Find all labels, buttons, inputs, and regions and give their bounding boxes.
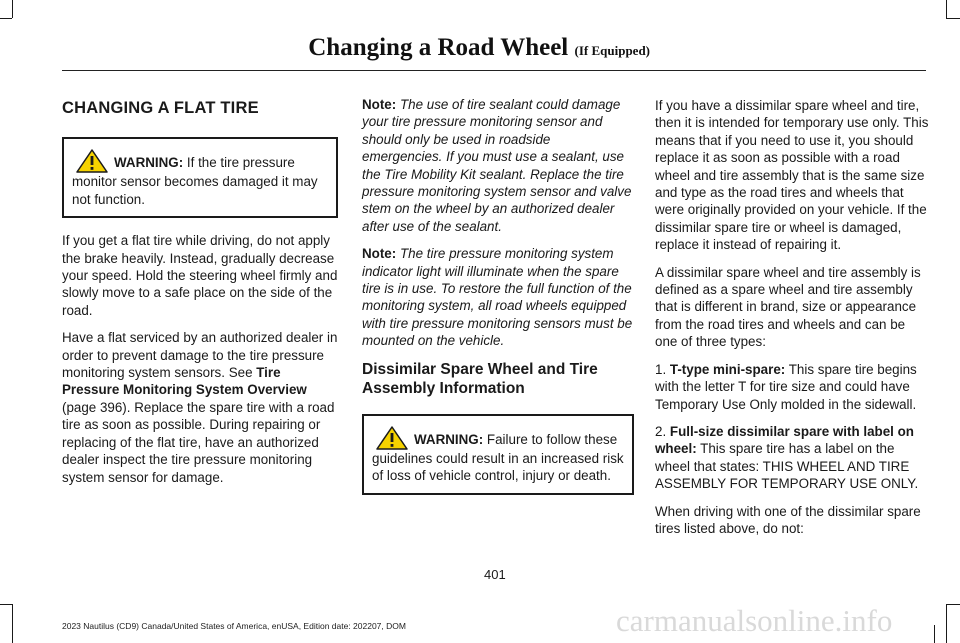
footer-edition-info: 2023 Nautilus (CD9) Canada/United States of America, enUSA, Edition date: 202207, DOM bbox=[62, 621, 406, 631]
note-label: Note: bbox=[362, 97, 397, 112]
warning-box-sensor bbox=[62, 137, 338, 218]
crop-mark-top-right-h bbox=[946, 18, 960, 19]
header-title-suffix: (If Equipped) bbox=[574, 43, 650, 58]
crop-mark-bottom-right-h bbox=[946, 604, 960, 605]
column-3 bbox=[655, 97, 930, 547]
warning-box-guidelines bbox=[362, 414, 634, 495]
crop-mark-bottom-left bbox=[12, 604, 13, 643]
warning-triangle-icon bbox=[76, 149, 108, 173]
crop-mark-bottom-mid bbox=[934, 625, 935, 643]
section-heading-dissimilar-spare: Dissimilar Spare Wheel and Tire Assembly Information bbox=[362, 360, 598, 397]
link-tpms-overview[interactable]: Tire Pressure Monitoring System Overview bbox=[62, 365, 307, 398]
list-item-label: T-type mini-spare: bbox=[669, 361, 786, 377]
warning-text: If the tire pressure monitor sensor becomes damaged it may not function. bbox=[72, 155, 318, 207]
list-number: 2. bbox=[655, 423, 667, 439]
column-1 bbox=[62, 96, 338, 496]
crop-mark-bottom-right bbox=[946, 604, 947, 643]
note-indicator bbox=[362, 245, 634, 349]
section-heading-flat-tire: CHANGING A FLAT TIRE bbox=[62, 99, 259, 117]
paragraph-dissimilar-temporary: If you have a dissimilar spare wheel and tire, then it is intended for temporary use only. This means that if you need to use it, you should replace it as soon as possible with a road wheel and tire assembly that is the same size and type as the road tires and wheels that were originally provided on your vehicle. If the dissimilar spare tire or wheel is damaged, replace it instead of repairing it. bbox=[655, 98, 929, 253]
paragraph-flat-service bbox=[62, 329, 338, 486]
column-2 bbox=[362, 96, 634, 509]
crop-mark-bottom-left-h bbox=[0, 604, 12, 605]
page-number: 401 bbox=[484, 567, 506, 582]
para-text-b: (page 396). Replace the spare tire with a road tire as soon as possible. During repairing or replacing of the flat tire, have an authorized dealer inspect the tire pressure monitoring system sensor for damage. bbox=[62, 399, 335, 485]
list-item-text: This spare tire has a label on the wheel that states: THIS WHEEL AND TIRE ASSEMBLY FOR TEMPORARY USE ONLY. bbox=[655, 441, 919, 492]
list-item-text: This spare tire begins with the letter T for tire size and could have Temporary Use Only molded in the sidewall. bbox=[655, 361, 917, 412]
para-text-a: Have a flat serviced by an authorized dealer in order to prevent damage to the tire pressure monitoring system sensors. See bbox=[62, 330, 338, 381]
warning-label: WARNING: bbox=[414, 431, 484, 447]
header-title-text: Changing a Road Wheel bbox=[308, 34, 569, 61]
paragraph-driving-do-not: When driving with one of the dissimilar spare tires listed above, do not: bbox=[655, 503, 921, 536]
page-header-title bbox=[308, 34, 650, 62]
paragraph-dissimilar-definition: A dissimilar spare wheel and tire assembly is defined as a spare wheel and tire assembly that is different in brand, size or appearance from the road tires and wheels and can be one of three types: bbox=[655, 264, 921, 350]
note-text: The tire pressure monitoring system indicator light will illuminate when the spare tire is in use. To restore the full function of the monitoring system, all road wheels equipped with tire pressure monitoring sensors must be mounted on the vehicle. bbox=[362, 246, 633, 349]
warning-label: WARNING: bbox=[114, 155, 184, 171]
watermark: carmanualsonline.info bbox=[616, 603, 893, 638]
list-item-t-type bbox=[655, 361, 930, 413]
note-label: Note: bbox=[362, 246, 397, 262]
warning-text: Failure to follow these guidelines could result in an increased risk of loss of vehicle control, injury or death. bbox=[372, 431, 624, 484]
crop-mark-top-right bbox=[946, 0, 947, 18]
paragraph-flat-driving: If you get a flat tire while driving, do not apply the brake heavily. Instead, gradually decrease your speed. Hold the steering wheel firmly and slowly move to a safe place on the side of the road. bbox=[62, 233, 338, 318]
note-sealant bbox=[362, 96, 634, 235]
crop-mark-top-left bbox=[12, 0, 13, 18]
list-item-full-size bbox=[655, 423, 930, 493]
list-item-label: Full-size dissimilar spare with label on wheel: bbox=[655, 423, 914, 457]
header-rule bbox=[62, 70, 926, 71]
warning-triangle-icon bbox=[376, 426, 408, 450]
list-number: 1. bbox=[655, 361, 667, 377]
note-text: The use of tire sealant could damage your tire pressure monitoring sensor and should only be used in roadside emergencies. If you must use a sealant, use the Tire Mobility Kit sealant. Replace the tire pressure monitoring system sensor and valve stem on the wheel by an authorized dealer after use of the sealant. bbox=[362, 97, 632, 234]
crop-mark-top-left-h bbox=[0, 18, 12, 19]
